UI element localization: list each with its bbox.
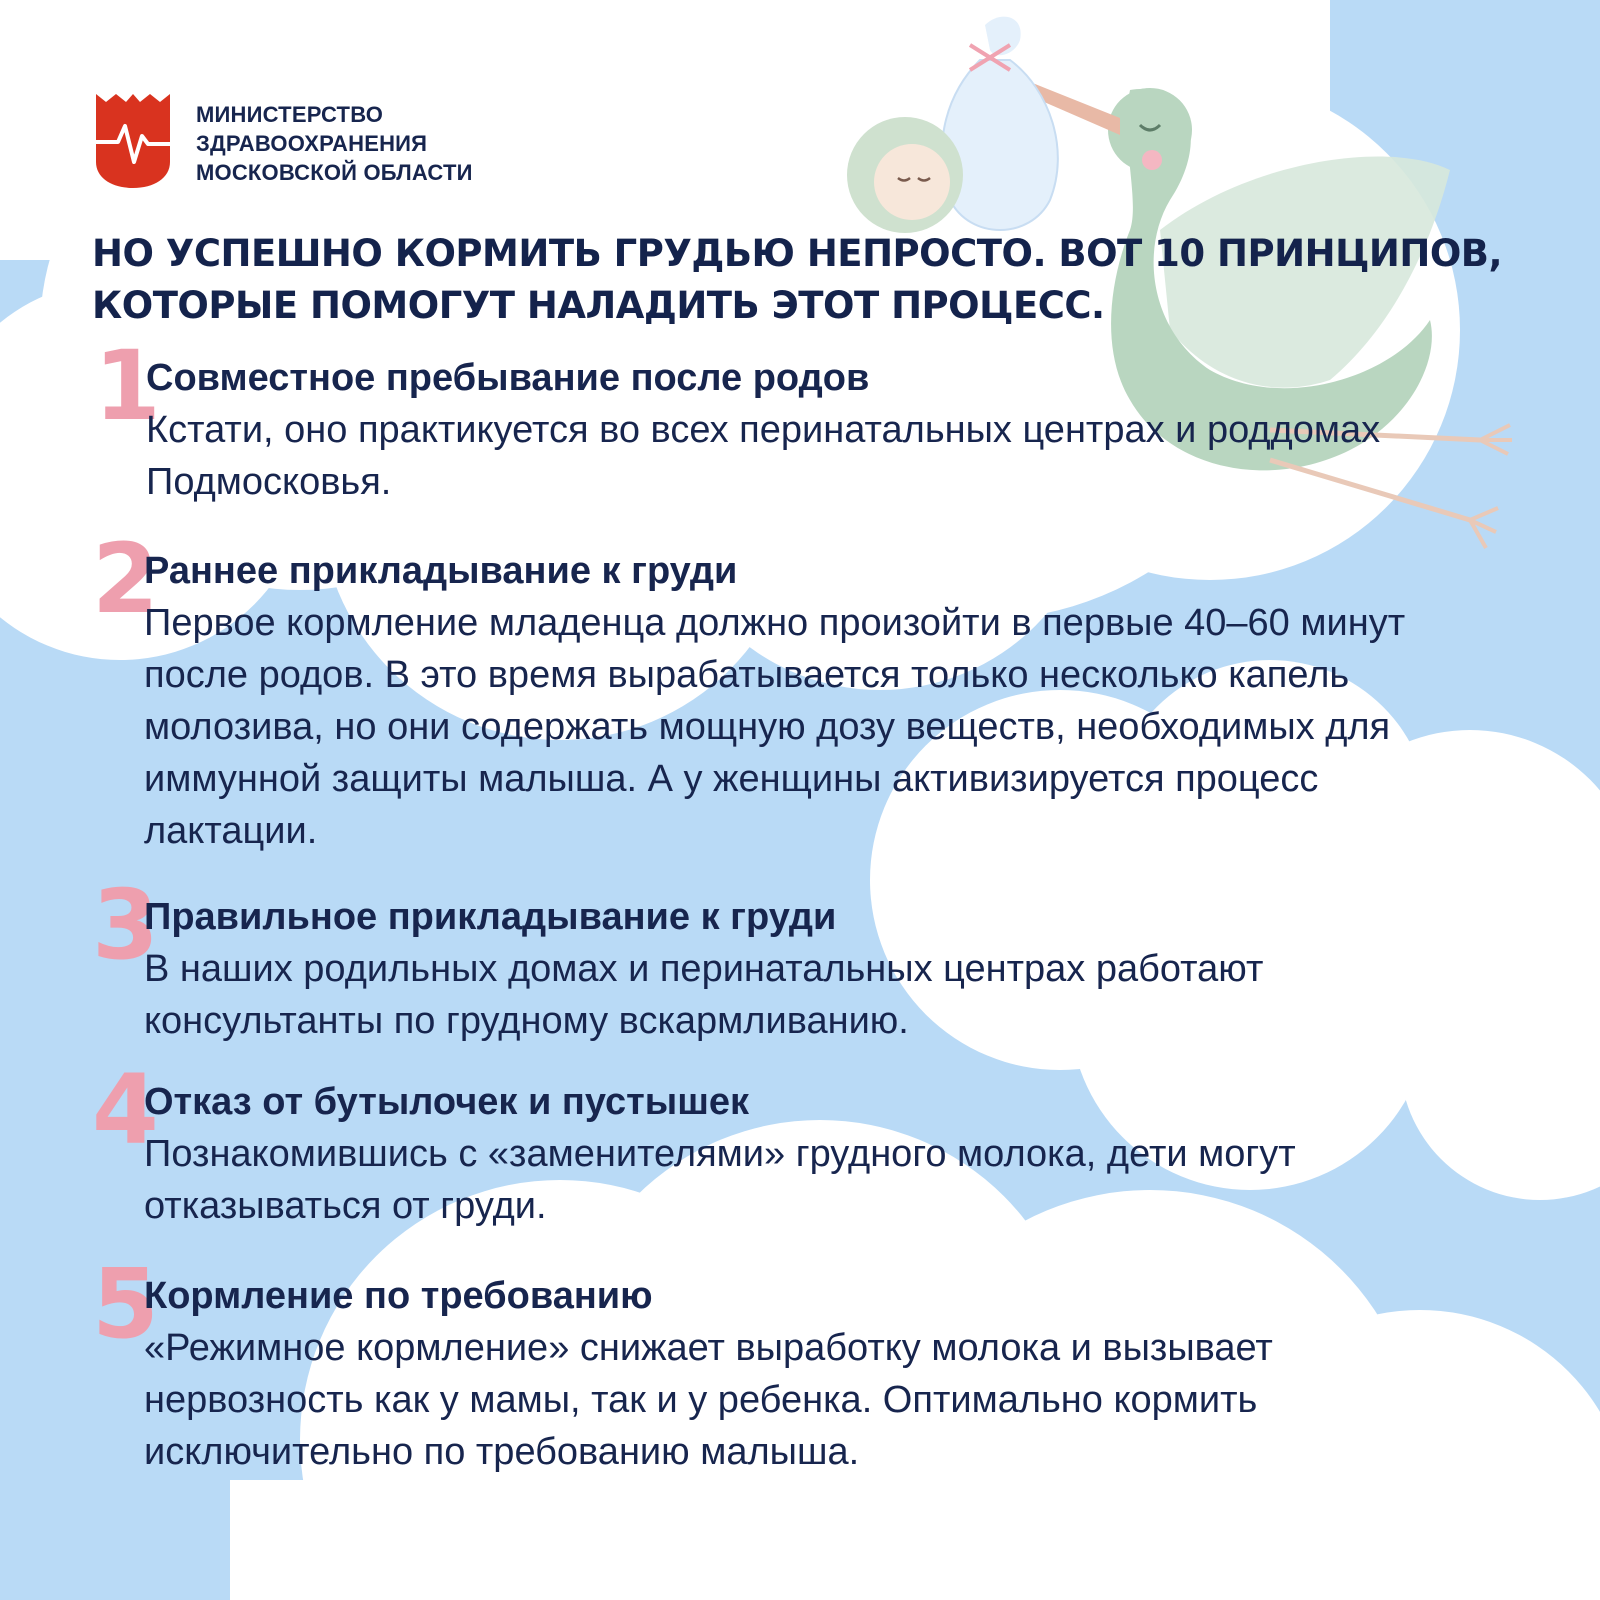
- ministry-line: МИНИСТЕРСТВО: [196, 102, 384, 127]
- principle-item: [92, 1054, 1504, 1232]
- principle-item: [94, 330, 1506, 508]
- principle-text: Кстати, оно практикуется во всех перинатальных центрах и роддомах Подмосковья.: [146, 409, 1381, 503]
- principle-number: 4: [92, 1054, 159, 1166]
- ministry-line: ЗДРАВООХРАНЕНИЯ: [196, 131, 428, 156]
- principle-title: Отказ от бутылочек и пустышек: [144, 1081, 750, 1123]
- principle-text: Первое кормление младенца должно произойти в первые 40–60 минут после родов. В это время вырабатывается только несколько капель молозива, но они содержать мощную дозу веществ, необходимых для иммунной защиты малыша. А у женщины активизируется процесс лактации.: [144, 602, 1406, 852]
- ministry-line: МОСКОВСКОЙ ОБЛАСТИ: [196, 160, 473, 185]
- ministry-name: [196, 100, 473, 187]
- principle-text: Познакомившись с «заменителями» грудного молока, дети могут отказываться от груди.: [144, 1133, 1296, 1227]
- shield-heartbeat-icon: [92, 92, 174, 190]
- principle-number: 5: [92, 1248, 159, 1360]
- principle-number: 3: [92, 869, 159, 981]
- principle-title: Совместное пребывание после родов: [146, 357, 870, 399]
- principle-text: «Режимное кормление» снижает выработку молока и вызывает нервозность как у мамы, так и у ребенка. Оптимально кормить исключительно по требованию малыша.: [144, 1327, 1273, 1473]
- principle-number: 1: [94, 330, 161, 442]
- principle-title: Правильное прикладывание к груди: [144, 896, 837, 938]
- principle-number: 2: [92, 523, 159, 635]
- principle-text: В наших родильных домах и перинатальных центрах работают консультанты по грудному вскармливанию.: [144, 948, 1264, 1042]
- principle-title: Раннее прикладывание к груди: [144, 550, 738, 592]
- principle-title: Кормление по требованию: [144, 1275, 653, 1317]
- principle-item: [92, 869, 1504, 1047]
- principle-item: [92, 523, 1504, 857]
- ministry-logo: [92, 92, 473, 190]
- principle-item: [92, 1248, 1504, 1478]
- page-headline: НО УСПЕШНО КОРМИТЬ ГРУДЬЮ НЕПРОСТО. ВОТ 10 ПРИНЦИПОВ, КОТОРЫЕ ПОМОГУТ НАЛАДИТЬ ЭТОТ ПРОЦЕСС.: [92, 232, 1503, 327]
